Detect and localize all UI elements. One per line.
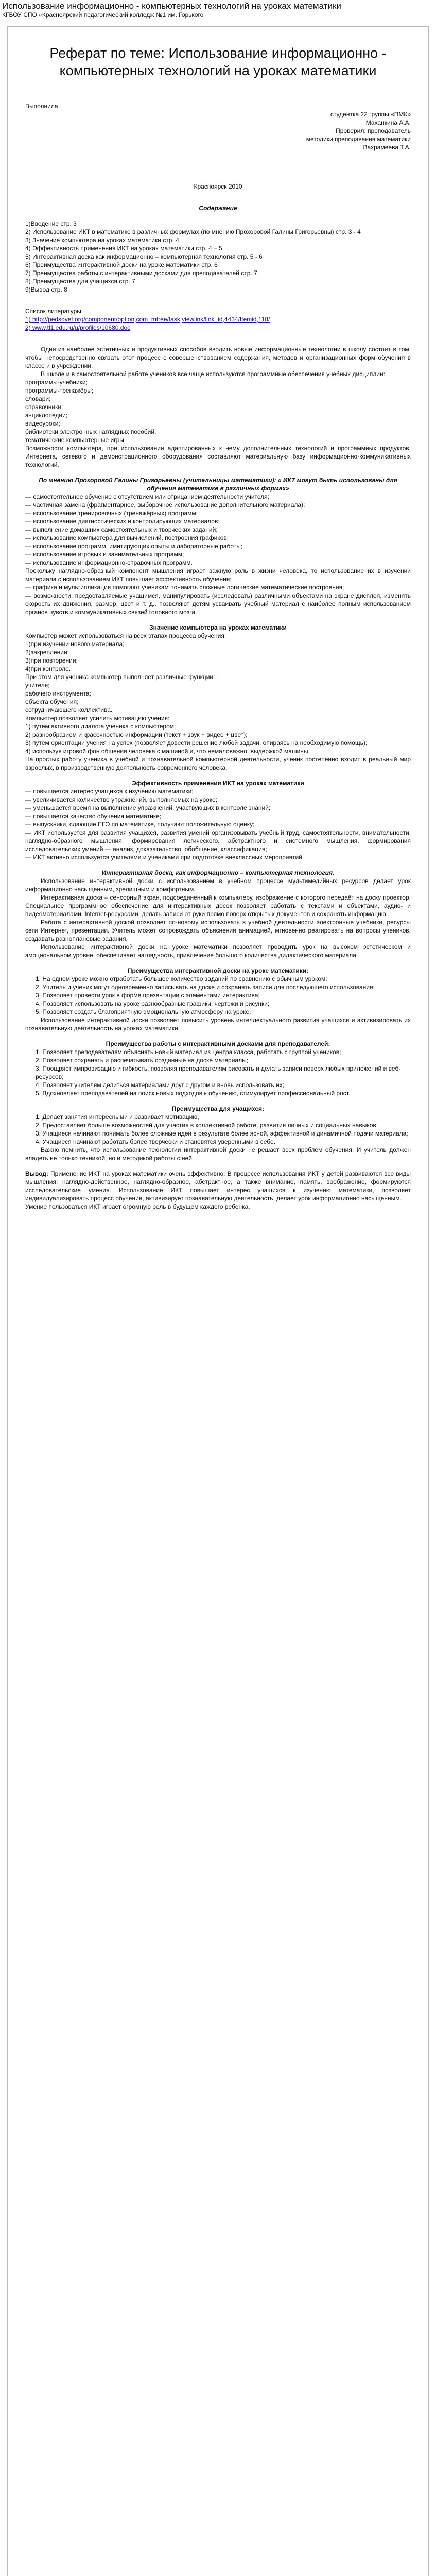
list-item: библиотеки электронных наглядных пособий; bbox=[25, 428, 156, 435]
intro-paragraph: Одни из наиболее эстетичных и продуктивных способов вводить новые информационные технологии в школу состоит в том, чтобы непосредственно связать этот процесс с совершенствованием содержания, методов и организационных форм обучения в классе и в учреждении. bbox=[25, 346, 411, 369]
section-text: Использование интерактивной доски позволяет повысить уровень интеллектуального развития учащихся и активизировать их познавательную деятельность на уроках математики. bbox=[25, 1016, 411, 1032]
list-item: — использование компьютера для вычислений, построения графиков; bbox=[25, 534, 229, 541]
section-text: Использование интерактивной доски с использованием в учебном процессе мультимедийных ресурсов делает урок информационно насыщенным, зрелищным и комфортным. bbox=[25, 877, 411, 893]
list-item: — повышается качество обучения математике; bbox=[25, 812, 162, 820]
section-heading: Преимущества для учащихся: bbox=[171, 1105, 265, 1112]
list-item: 5. Вдохновляет преподавателей на поиск новых подходов к обучению, стимулирует профессиональный рост. bbox=[36, 1090, 351, 1097]
toc-title: Содержание bbox=[199, 205, 237, 212]
conclusion-label: Вывод: bbox=[25, 1170, 48, 1177]
toc-list bbox=[25, 219, 411, 294]
section-text: Важно помнить, что использование технологии интерактивной доски не решает всех проблем обучения. И учитель должен владеть не только техникой, но и методикой работы с ней. bbox=[25, 1146, 411, 1162]
page-header bbox=[0, 0, 436, 19]
adv-list bbox=[25, 975, 411, 1016]
source-link[interactable]: 2) www.tl1.edu.ru/u/profiles/10680.doc bbox=[25, 324, 131, 331]
list-item: — использование тренировочных (тренажёрных) программ; bbox=[25, 510, 198, 517]
list-item: тематические компьютерные игры. bbox=[25, 436, 126, 444]
toc-item: 4) Эффективность применения ИКТ на уроках математики стр. 4 – 5 bbox=[25, 245, 222, 252]
toc-item: 8) Преимущества для учащихся стр. 7 bbox=[25, 278, 135, 285]
list-item: 3. Позволяет провести урок в форме презентации с элементами интерактива; bbox=[36, 992, 260, 999]
list-item: 2. Предоставляет больше возможностей для участия в коллективной работе, развития личных и социальных навыков; bbox=[36, 1122, 378, 1129]
list-item: 2) разнообразием и красочностью информации (текст + звук + видео + цвет); bbox=[25, 731, 248, 738]
list-item: — ИКТ активно используется учителями и учениками при подготовке внеклассных мероприятий. bbox=[25, 854, 304, 861]
program-types-list bbox=[25, 378, 411, 444]
sources-title: Список литературы: bbox=[25, 308, 83, 315]
page-title: Использование информационно - компьютерных технологий на уроках математики bbox=[2, 1, 341, 11]
section-text: На простых работу ученика в учебной и познавательной компьютерной деятельности, ученик постепенно входит в реальный мир взрослых, в производственную деятельность современного человека. bbox=[25, 756, 411, 771]
list-item: — выполнение домашних самостоятельных и творческих заданий; bbox=[25, 526, 218, 533]
list-item: — выпускники, сдающие ЕГЭ по математике, получают положительную оценку; bbox=[25, 821, 255, 828]
toc-item: 5) Интерактивная доска как информационно – компьютерная технология стр. 5 - 6 bbox=[25, 253, 263, 260]
section-text: Компьютер позволяет усилить мотивацию учения: bbox=[25, 715, 170, 722]
list-item: — использование диагностических и контролирующих материалов; bbox=[25, 518, 220, 525]
list-item: 4) используя игровой фон общения человека с машиной и, что немаловажно, выдержкой машины. bbox=[25, 748, 310, 755]
section-text: Интерактивная доска – сенсорный экран, подсоединённый к компьютеру, изображение с которого передаёт на доску проектор. Специальное программное обеспечение для интерактивных досок позволяет работать с текстами и объектами, аудио- и видеоматериалами, Internet-ресурсами, делать записи от руки прямо поверх открытых документов и сохранять информацию. bbox=[25, 894, 411, 918]
list-item: 4. Учащиеся начинают работать более творчески и становятся уверенными в себе. bbox=[36, 1138, 276, 1145]
author-group: студентка 22 группы «ПМК» bbox=[330, 111, 411, 118]
document-sheet bbox=[7, 26, 429, 2576]
source-link[interactable]: 1) http://pedsovet.org/component/option,com_mtree/task,viewlink/link_id,4434/Itemid,118/ bbox=[25, 316, 270, 323]
list-item: 1) путем активного диалога ученика с компьютером; bbox=[25, 723, 176, 730]
list-item: 1. На одном уроке можно отработать большее количество заданий по сравнению с обычным уроком; bbox=[36, 975, 327, 982]
teachers-list bbox=[25, 1048, 411, 1097]
toc-item: 1)Введение стр. 3 bbox=[25, 220, 77, 227]
school-name: КГБОУ СПО «Красноярский педагогический колледж №1 им. Горького bbox=[2, 11, 204, 19]
conclusion-text: Применение ИКТ на уроках математики очень эффективно. В процессе использования ИКТ у детей развиваются все виды мышления: наглядно-действенное, наглядно-образное, абстрактное, а также внимание, память, воображение, формируются исследовательские умения. Использование ИКТ повышает интерес учащихся к изучению математики, позволяет индивидуализировать процесс обучения, активизирует познавательную деятельность, делает урок информационно насыщенным. bbox=[25, 1170, 411, 1202]
opinion-heading: По мнению Прохоровой Галины Григорьевны (учительницы математики): « ИКТ могут быть использованы для обучения математике в различных формах» bbox=[39, 477, 397, 492]
author-name: Маханкина А.А. bbox=[365, 119, 411, 126]
thinking-paragraph: — графика и мультипликация помогают ученикам понимать сложные логические математические построения; bbox=[25, 584, 344, 591]
reviewer-subject: методики преподавания математики bbox=[306, 135, 411, 143]
section-heading: Интерактивная доска, как информационно – компьютерная технология. bbox=[101, 869, 335, 876]
reviewer-label: Проверил: преподаватель bbox=[336, 127, 411, 134]
list-item: 5. Позволяет создать благоприятную эмоциональную атмосферу на уроке. bbox=[36, 1008, 251, 1015]
list-item: 3)при повторении; bbox=[25, 657, 78, 664]
list-item: 2)закреплении; bbox=[25, 649, 69, 656]
conclusion bbox=[25, 1170, 411, 1202]
list-item: справочники; bbox=[25, 403, 63, 411]
intro-paragraph: В школе и в самостоятельной работе учеников всё чаще используются программные обеспечения учебных дисциплин: bbox=[41, 370, 385, 378]
list-item: — увеличивается количество упражнений, выполняемых на уроке; bbox=[25, 796, 218, 803]
section-heading: Преимущества интерактивной доски на уроке математики: bbox=[127, 967, 309, 974]
list-item: объекта обучения; bbox=[25, 698, 79, 705]
reviewer-name: Вахрамеева Т.А. bbox=[363, 144, 411, 151]
thinking-paragraph: Поскольку наглядно-образный компонент мышления играет важную роль в жизни человека, то использование их в изучении материала с использованием ИКТ повышает эффективность обучения: bbox=[25, 567, 411, 583]
list-item: 2. Позволяет сохранять и распечатывать созданные на доске материалы; bbox=[36, 1057, 249, 1064]
toc-item: 6) Преимущества интерактивной доски на уроке математики стр. 6 bbox=[25, 261, 218, 268]
students-list bbox=[25, 1113, 411, 1146]
list-item: сотрудничающего коллектива. bbox=[25, 706, 113, 714]
list-item: 2. Учитель и ученик могут одновременно записывать на доске и сохранять записи для последующего использования; bbox=[36, 984, 375, 991]
document-title: Реферат по теме: Использование информационно - компьютерных технологий на уроках математики bbox=[49, 45, 387, 78]
list-item: 1)при изучении нового материала; bbox=[25, 640, 125, 648]
list-item: рабочего инструмента; bbox=[25, 690, 91, 697]
list-item: 1. Позволяет преподавателям объяснять новый материал из центра класса, работать с группой учеников; bbox=[36, 1048, 341, 1056]
section-heading: Значение компьютера на уроках математики bbox=[149, 624, 287, 631]
toc-item: 7) Преимущества работы с интерактивными досками для преподавателей стр. 7 bbox=[25, 269, 257, 277]
list-item: программы-тренажёры; bbox=[25, 387, 94, 394]
list-item: 3. Поощряет импровизацию и гибкость, позволяя преподавателям рисовать и делать записи поверх любых приложений и веб-ресурсов; bbox=[36, 1065, 401, 1080]
list-item: 3. Учащиеся начинают понимать более сложные идеи в результате более ясной, эффективной и динамичной подачи материала; bbox=[36, 1130, 408, 1137]
list-item: 4. Позволяет использовать на уроке разнообразные графики, чертежи и рисунки; bbox=[36, 1000, 270, 1007]
section-text: Компьютер может использоваться на всех этапах процесса обучения: bbox=[25, 632, 226, 639]
list-item: — использование информационно-справочных программ. bbox=[25, 559, 193, 566]
list-item: — повышается интерес учащихся к изучению математики; bbox=[25, 788, 194, 795]
list-item: — использование игровых и занимательных программ; bbox=[25, 551, 184, 558]
author-label: Выполнила bbox=[25, 103, 58, 110]
list-item: 3) путем ориентации учения на успех (позволяет довести решение любой задачи, опираясь на необходимую помощь); bbox=[25, 739, 368, 747]
toc-item: 2) Использование ИКТ в математике в различных формулах (по мнению Прохоровой Галины Григорьевны) стр. 3 - 4 bbox=[25, 228, 361, 235]
toc-item: 3) Значение компьютера на уроках математики стр. 4 bbox=[25, 236, 179, 244]
city-year: Красноярск 2010 bbox=[194, 183, 242, 190]
list-item: — ИКТ используется для развития учащихся, развития умений организовывать учебный труд, самостоятельности, внимательности, наглядно-образного мышления, формирования логического, абстрактного и системного мышления, формирования исследовательских умений — анализ, доказательство, обобщение, классификация; bbox=[25, 829, 411, 853]
list-item: программы-учебники; bbox=[25, 379, 88, 386]
list-item: энциклопедии; bbox=[25, 412, 68, 419]
list-item: видеоуроки; bbox=[25, 420, 60, 427]
section-text: Использование интерактивной доски на уроке математики позволяет проводить урок на высоком эстетическом и эмоциональном уровне, обеспечивает наглядность, привлечение большого количества дидактического материала. bbox=[25, 943, 411, 959]
list-item: учителя; bbox=[25, 682, 50, 689]
list-item: — самостоятельное обучение с отсутствием или отрицанием деятельности учителя; bbox=[25, 493, 269, 500]
list-item: 4)при контроле. bbox=[25, 665, 71, 672]
intro-paragraph: Возможности компьютера, при использовании адаптированных к нему дополнительных технологий и программных продуктов, Интернета, сетевого и демонстрационного оборудования составляют материальную базу информационно-коммуникативных технологий. bbox=[25, 445, 411, 468]
list-item: — частичная замена (фрагментарное, выборочное использование дополнительного материала); bbox=[25, 501, 305, 509]
list-item: 1. Делает занятия интересными и развивает мотивацию; bbox=[36, 1113, 199, 1121]
thinking-paragraph: — возможности, предоставляемые учащимся, манипулировать (исследовать) различными объектами на экране дисплея, изменять скорость их движения, размер, цвет и т. д., позволяют детям усваивать учебный материал с наиболее полным использованием органов чувств и коммуникативных связей головного мозга. bbox=[25, 592, 411, 616]
opinion-list bbox=[25, 493, 411, 567]
list-item: — уменьшается время на выполнение упражнений, участвующих в контроле знаний; bbox=[25, 804, 271, 811]
section-text: При этом для ученика компьютер выполняет различные функции: bbox=[25, 673, 215, 681]
list-item: словари; bbox=[25, 395, 51, 402]
section-heading: Преимущества работы с интерактивными досками для преподавателей: bbox=[106, 1040, 330, 1047]
list-item: 4. Позволяет учителям делиться материалами друг с другом и вновь использовать их; bbox=[36, 1081, 285, 1089]
section-heading: Эффективность применения ИКТ на уроках математики bbox=[132, 779, 304, 787]
section-text: Работа с интерактивной доской позволяет по-новому использовать в учебной деятельности электронные учебники, ресурсы сети Интернет, презентации. Учитель может сопровождать объяснения анимацией, мгновенно реагировать на вопросы учеников, создавать разноплановые задания. bbox=[25, 919, 411, 942]
ending-text: Умение пользоваться ИКТ играет огромную роль в будущем каждого ребенка. bbox=[25, 1203, 250, 1210]
list-item: — использование программ, имитирующих опыты и лабораторные работы; bbox=[25, 543, 243, 550]
toc-item: 9)Вывод стр. 8 bbox=[25, 286, 67, 293]
